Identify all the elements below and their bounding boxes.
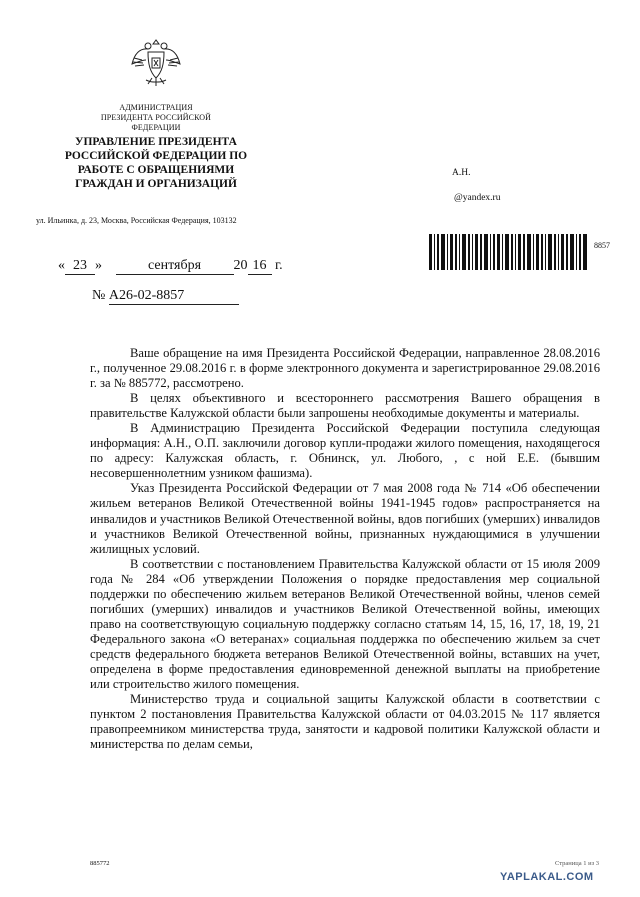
organization-address: ул. Ильинка, д. 23, Москва, Российская Федерация, 103132 [36, 216, 237, 225]
paragraph-2: В целях объективного и всестороннего рассмотрения Вашего обращения в правительстве Калужской области были запрошены необходимые документы и материалы. [90, 391, 600, 421]
footer-doc-number: 885772 [90, 860, 110, 867]
paragraph-3: В Администрацию Президента Российской Федерации поступила следующая информация: А.Н., О.П. заключили договор купли-продажи жилого помещения, находящегося по адресу: Калужская область, г. Обнинск, ул. Любого, , с ной Е.Е. (бывшим несовершеннолетним узником фашизма). [90, 421, 600, 481]
letter-body [90, 346, 600, 752]
paragraph-4: Указ Президента Российской Федерации от 7 мая 2008 года № 714 «Об обеспечении жильем ветеранов Великой Отечественной войны 1941-1945 годов» распространяется на инвалидов и участников Великой Отечественной войны, вдов погибших (умерших) инвалидов и участников Великой Отечественной войны, признанных нуждающимися в улучшении жилищных условий. [90, 481, 600, 556]
document-date: « 23 » сентября 20 16 г. [58, 258, 283, 273]
reference-prefix: № [92, 288, 106, 303]
organization-name: УПРАВЛЕНИЕ ПРЕЗИДЕНТА РОССИЙСКОЙ ФЕДЕРАЦИИ ПО РАБОТЕ С ОБРАЩЕНИЯМИ ГРАЖДАН И ОРГАНИЗАЦИЙ [64, 136, 248, 190]
date-year-prefix: 20 [233, 258, 248, 273]
barcode-number: 8857 [594, 241, 610, 250]
date-suffix: г. [275, 258, 283, 273]
coat-of-arms-emblem [128, 34, 184, 90]
date-year-suffix: 16 [248, 258, 272, 275]
paragraph-5: В соответствии с постановлением Правительства Калужской области от 15 июля 2009 года № 284 «Об утверждении Положения о порядке предоставления мер социальной поддержки по обеспечению жильем ветеранов Великой Отечественной войны, членов семей погибших (умерших) инвалидов и участников Великой Отечественной войны, имеющих право на соответствующую социальную поддержку согласно статьям 14, 15, 16, 17, 18, 19, 21 Федерального закона «О ветеранах» социальная поддержка по обеспечению жильем за счет средств федерального бюджета ветеранов Великой Отечественной войны, вставших на учет, определена в форме предоставления единовременной денежной выплаты на приобретение или строительство жилого помещения. [90, 556, 600, 692]
recipient-email: @yandex.ru [454, 193, 501, 203]
barcode [429, 234, 587, 270]
paragraph-1: Ваше обращение на имя Президента Российской Федерации, направленное 28.08.2016 г., полученное 29.08.2016 г. в форме электронного документа и зарегистрированное 29.08.2016 г. за № 885772, рассмотрено. [90, 346, 600, 391]
footer-page-info: Страница 1 из 3 [555, 860, 600, 867]
reference-value: А26-02-8857 [109, 288, 239, 305]
recipient-name: А.Н. [452, 168, 471, 178]
site-watermark: YAPLAKAL.COM [500, 871, 594, 883]
paragraph-6: Министерство труда и социальной защиты Калужской области в соответствии с пунктом 2 постановления Правительства Калужской области от 04.03.2015 № 117 является правопреемником министерства труда, занятости и кадровой политики Калужской области и министерства по делам семьи, [90, 692, 600, 752]
date-month: сентября [116, 258, 234, 275]
date-day: 23 [65, 258, 95, 275]
organization-parent: АДМИНИСТРАЦИЯ ПРЕЗИДЕНТА РОССИЙСКОЙ ФЕДЕРАЦИИ [100, 103, 212, 132]
reference-number [92, 288, 239, 305]
